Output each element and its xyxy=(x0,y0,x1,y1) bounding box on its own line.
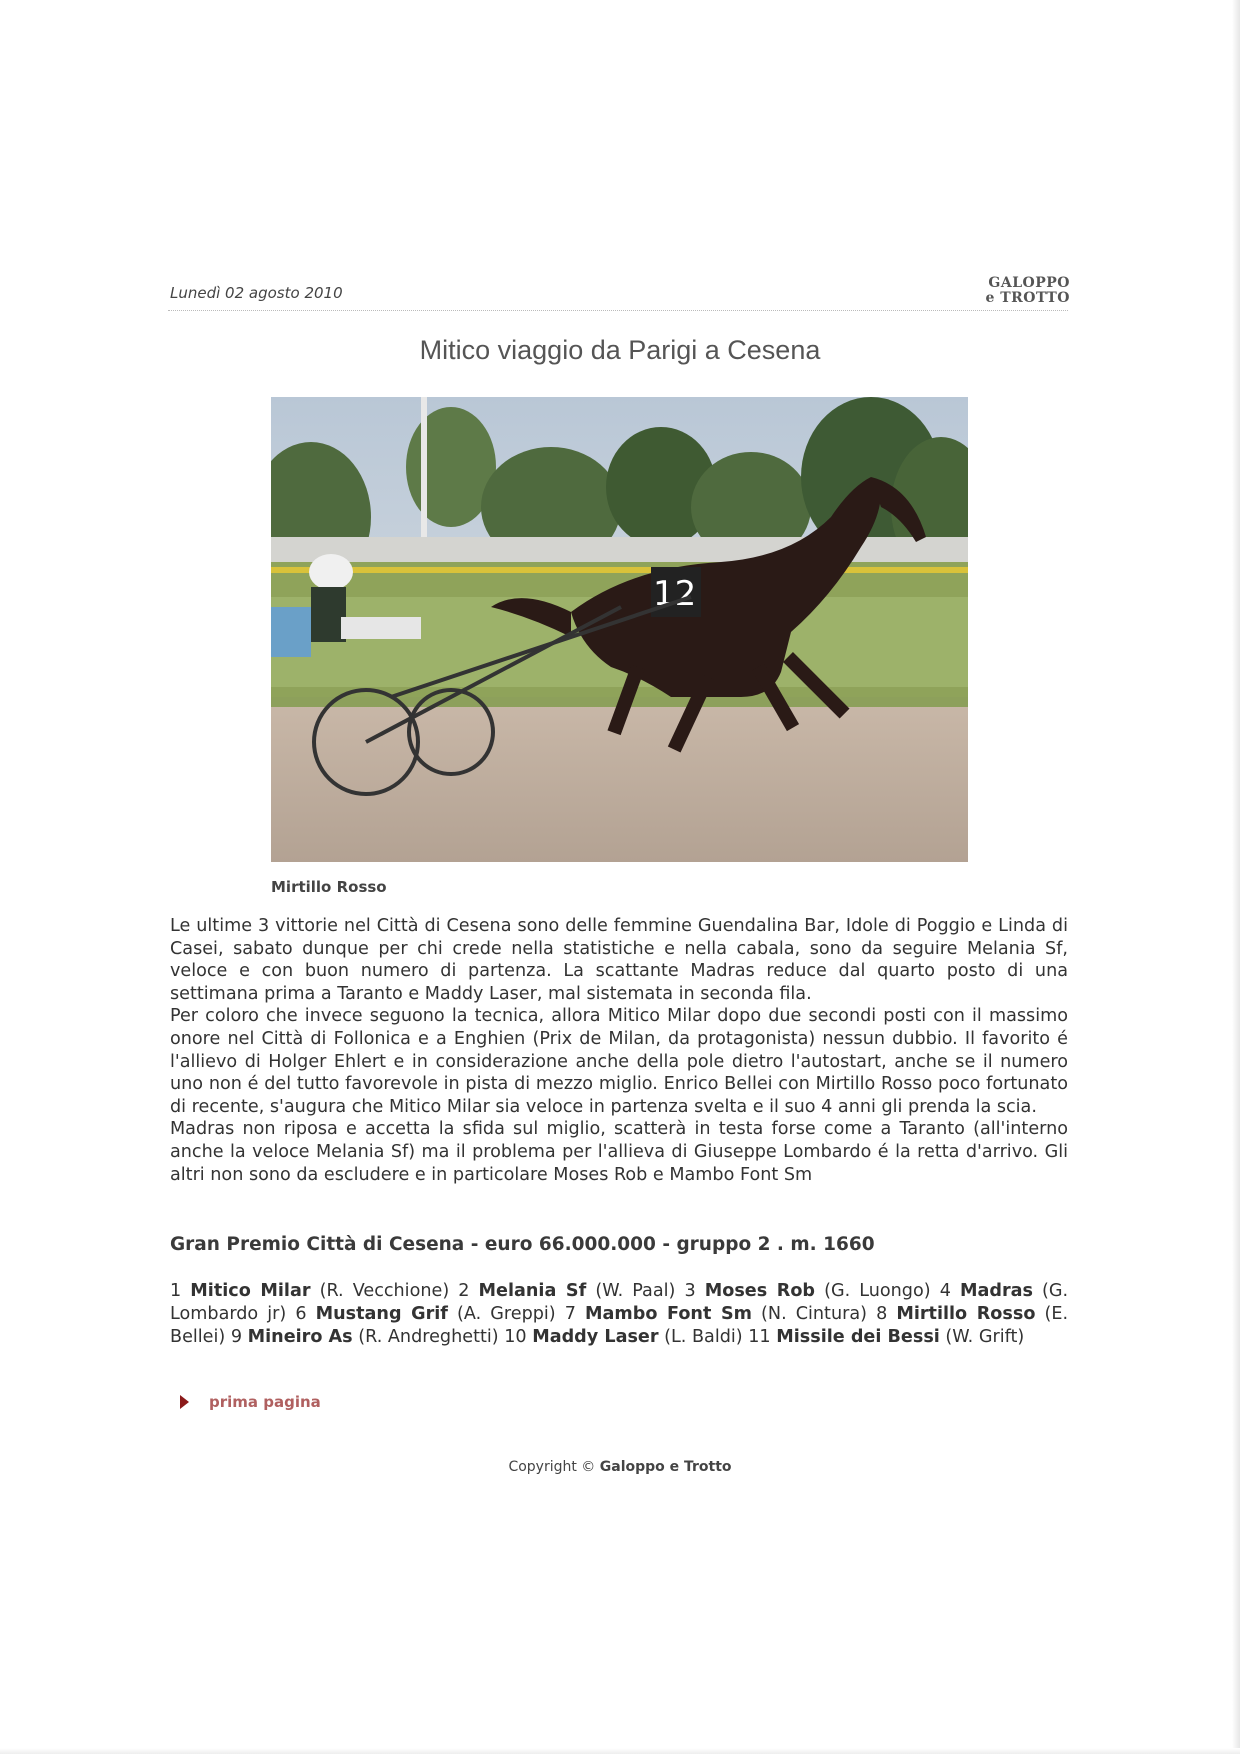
logo-line-2: e TROTTO xyxy=(985,290,1070,306)
scan-edge xyxy=(1232,0,1240,1754)
runner-driver: (W. Grift) xyxy=(945,1327,1025,1347)
triangle-right-icon xyxy=(180,1395,189,1409)
runner-driver: (A. Greppi) xyxy=(457,1304,556,1324)
photo-caption: Mirtillo Rosso xyxy=(271,878,387,896)
runner-horse: Maddy Laser xyxy=(532,1327,659,1347)
runner-driver: (E. Bellei) xyxy=(170,1304,1069,1347)
runner-horse: Mambo Font Sm xyxy=(585,1304,752,1324)
runner-number: 8 xyxy=(876,1304,888,1324)
copyright-owner: Galoppo e Trotto xyxy=(599,1459,732,1475)
runners-list xyxy=(170,1280,1068,1349)
article-date: Lunedì 02 agosto 2010 xyxy=(170,284,343,302)
body-paragraph: Le ultime 3 vittorie nel Città di Cesena sono delle femmine Guendalina Bar, Idole di Poggio e Linda di Casei, sabato dunque per chi crede nella statistiche e nella cabala, sono da seguire Melania Sf, veloce e con buon numero di partenza. La scattante Madras reduce dal quarto posto di una settimana prima a Taranto e Maddy Laser, mal sistemata in seconda fila. xyxy=(170,916,1068,1004)
bib-number: 12 xyxy=(653,574,697,614)
runner-horse: Madras xyxy=(959,1281,1033,1301)
runner-number: 4 xyxy=(939,1281,951,1301)
publication-logo xyxy=(970,276,1070,306)
runner-driver: (N. Cintura) xyxy=(761,1304,867,1324)
runner-horse: Mineiro As xyxy=(247,1327,353,1347)
runner-number: 11 xyxy=(748,1327,771,1347)
body-paragraph: Madras non riposa e accetta la sfida sul miglio, scatterà in testa forse come a Taranto (all'interno anche la veloce Melania Sf) ma il problema per l'allieva di Giuseppe Lombardo é la retta d'arrivo. Gli altri non sono da escludere e in particolare Moses Rob e Mambo Font Sm xyxy=(170,1119,1068,1185)
runner-horse: Mirtillo Rosso xyxy=(896,1304,1036,1324)
runner-driver: (W. Paal) xyxy=(595,1281,676,1301)
body-paragraph: Per coloro che invece seguono la tecnica, allora Mitico Milar dopo due secondi posti con il massimo onore nel Città di Follonica e a Enghien (Prix de Milan, da protagonista) nessun dubbio. Il favorito é l'allievo di Holger Ehlert e in considerazione anche della pole dietro l'autostart, anche se il numero uno non é del tutto favorevole in pista di mezzo miglio. Enrico Bellei con Mirtillo Rosso poco fortunato di recente, s'augura che Mitico Milar sia veloce in partenza svelta e il suo 4 anni gli prenda la scia. xyxy=(170,1006,1068,1117)
runner-number: 9 xyxy=(230,1327,243,1347)
copyright-footer xyxy=(0,1459,1240,1475)
runner-number: 2 xyxy=(458,1281,470,1301)
article-body xyxy=(170,915,1068,1186)
runner-horse: Moses Rob xyxy=(704,1281,816,1301)
runner-horse: Missile dei Bessi xyxy=(776,1327,940,1347)
logo-line-1: GALOPPO xyxy=(988,275,1070,291)
runner-driver: (G. Lombardo jr) xyxy=(170,1281,1069,1324)
runner-driver: (R. Vecchione) xyxy=(319,1281,450,1301)
header-divider xyxy=(168,310,1068,311)
article-title: Mitico viaggio da Parigi a Cesena xyxy=(419,335,821,365)
runner-horse: Mustang Grif xyxy=(315,1304,448,1324)
scan-bottom-edge xyxy=(0,1748,1240,1754)
prima-pagina-link[interactable]: prima pagina xyxy=(209,1393,321,1411)
copyright-prefix: Copyright © xyxy=(508,1459,596,1475)
runner-horse: Melania Sf xyxy=(478,1281,587,1301)
runner-number: 3 xyxy=(684,1281,696,1301)
prima-pagina-nav[interactable] xyxy=(180,1393,321,1411)
runner-driver: (G. Luongo) xyxy=(824,1281,931,1301)
article-photo xyxy=(271,397,968,862)
runner-driver: (R. Andreghetti) xyxy=(358,1327,499,1347)
runner-horse: Mitico Milar xyxy=(190,1281,311,1301)
runner-number: 7 xyxy=(564,1304,576,1324)
runner-number: 10 xyxy=(504,1327,527,1347)
runner-number: 6 xyxy=(295,1304,307,1324)
runner-driver: (L. Baldi) xyxy=(664,1327,743,1347)
runner-number: 1 xyxy=(170,1281,182,1301)
race-title: Gran Premio Città di Cesena - euro 66.000.000 - gruppo 2 . m. 1660 xyxy=(170,1234,875,1255)
